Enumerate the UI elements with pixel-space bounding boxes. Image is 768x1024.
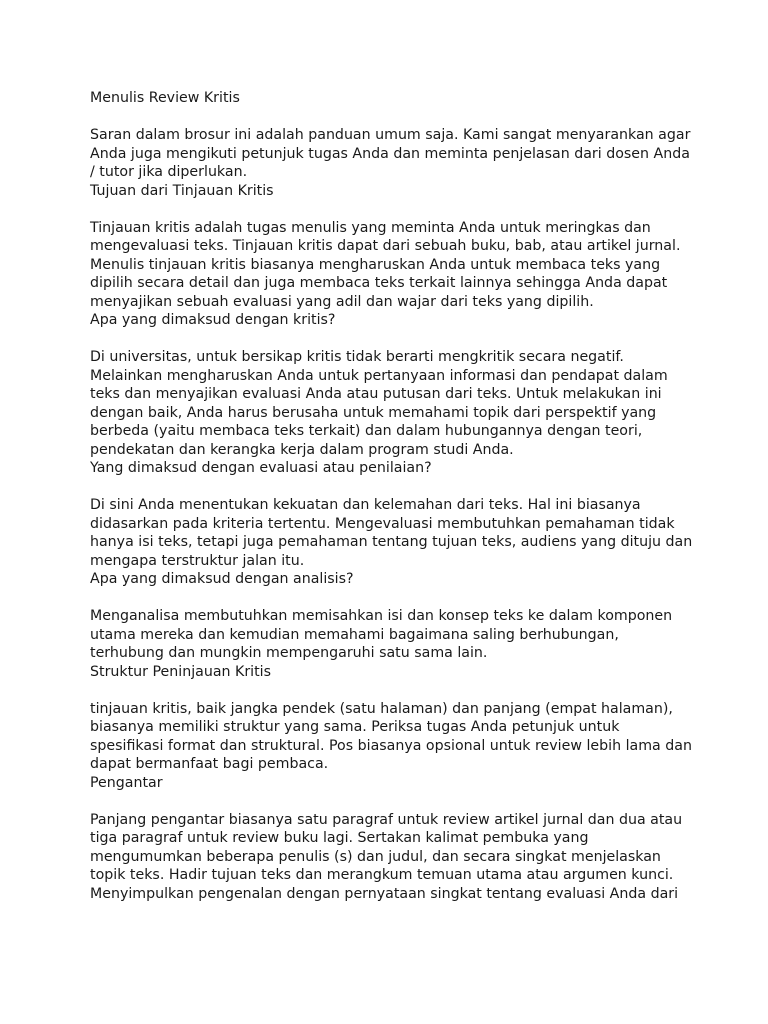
text-line: mengapa terstruktur jalan itu. [90,552,305,569]
text-line: dengan baik, Anda harus berusaha untuk memahami topik dari perspektif yang [90,404,657,421]
text-line: tinjauan kritis, baik jangka pendek (satu halaman) dan panjang (empat halaman), [90,700,673,717]
text-line: mengumumkan beberapa penulis (s) dan judul, dan secara singkat menjelaskan [90,848,661,865]
text-line: utama mereka dan kemudian memahami bagaimana saling berhubungan, [90,626,619,643]
text-line: Tujuan dari Tinjauan Kritis [90,182,274,199]
text-line: Struktur Peninjauan Kritis [90,663,272,680]
text-line: terhubung dan mungkin mempengaruhi satu sama lain. [90,645,488,661]
text-line: Apa yang dimaksud dengan analisis? [90,571,354,587]
text-line: Tinjauan kritis adalah tugas menulis yang meminta Anda untuk meringkas dan [90,219,651,236]
text-line: Di universitas, untuk bersikap kritis tidak berarti mengkritik secara negatif. [90,349,624,365]
blank-line [90,200,690,219]
blank-line [90,589,690,608]
blank-line [90,108,690,127]
text-line: Menulis tinjauan kritis biasanya mengharuskan Anda untuk membaca teks yang [90,256,661,273]
text-line: Melainkan mengharuskan Anda untuk pertanyaan informasi dan pendapat dalam [90,367,668,384]
text-line: spesifikasi format dan struktural. Pos biasanya opsional untuk review lebih lama dan [90,737,692,754]
text-line: Di sini Anda menentukan kekuatan dan kelemahan dari teks. Hal ini biasanya [90,497,641,513]
text-line: pendekatan dan kerangka kerja dalam program studi Anda. [90,441,514,458]
text-line: dipilih secara detail dan juga membaca teks terkait lainnya sehingga Anda dapat [90,275,668,291]
text-line: Menganalisa membutuhkan memisahkan isi dan konsep teks ke dalam komponen [90,608,673,624]
blank-line [90,330,690,349]
text-line: Menulis Review Kritis [90,90,240,106]
text-line: hanya isi teks, tetapi juga pemahaman tentang tujuan teks, audiens yang dituju dan [90,534,693,550]
text-line: menyajikan sebuah evaluasi yang adil dan wajar dari teks yang dipilih. [90,293,594,310]
text-line: Panjang pengantar biasanya satu paragraf untuk review artikel jurnal dan dua atau [90,811,683,828]
blank-line [90,681,690,700]
text-line: Pengantar [90,774,163,791]
text-line: berbeda (yaitu membaca teks terkait) dan dalam hubungannya dengan teori, [90,423,643,439]
text-line: Yang dimaksud dengan evaluasi atau penilaian? [90,460,432,476]
text-line: teks dan menyajikan evaluasi Anda atau putusan dari teks. Untuk melakukan ini [90,386,662,402]
text-line: biasanya memiliki struktur yang sama. Periksa tugas Anda petunjuk untuk [90,719,620,735]
text-line: didasarkan pada kriteria tertentu. Mengevaluasi membutuhkan pemahaman tidak [90,515,675,532]
text-line: tiga paragraf untuk review buku lagi. Sertakan kalimat pembuka yang [90,830,589,846]
text-line: topik teks. Hadir tujuan teks dan merangkum temuan utama atau argumen kunci. [90,867,674,883]
text-line: Menyimpulkan pengenalan dengan pernyataan singkat tentang evaluasi Anda dari [90,885,679,902]
text-line: Apa yang dimaksud dengan kritis? [90,312,336,328]
blank-line [90,478,690,497]
text-line: / tutor jika diperlukan. [90,164,248,180]
text-line: mengevaluasi teks. Tinjauan kritis dapat dari sebuah buku, bab, atau artikel jurnal. [90,238,681,254]
document-body [90,89,693,903]
text-line: dapat bermanfaat bagi pembaca. [90,756,329,772]
text-line: Anda juga mengikuti petunjuk tugas Anda dan meminta penjelasan dari dosen Anda [90,145,690,162]
text-line: Saran dalam brosur ini adalah panduan umum saja. Kami sangat menyarankan agar [90,127,691,143]
blank-line [90,792,690,811]
